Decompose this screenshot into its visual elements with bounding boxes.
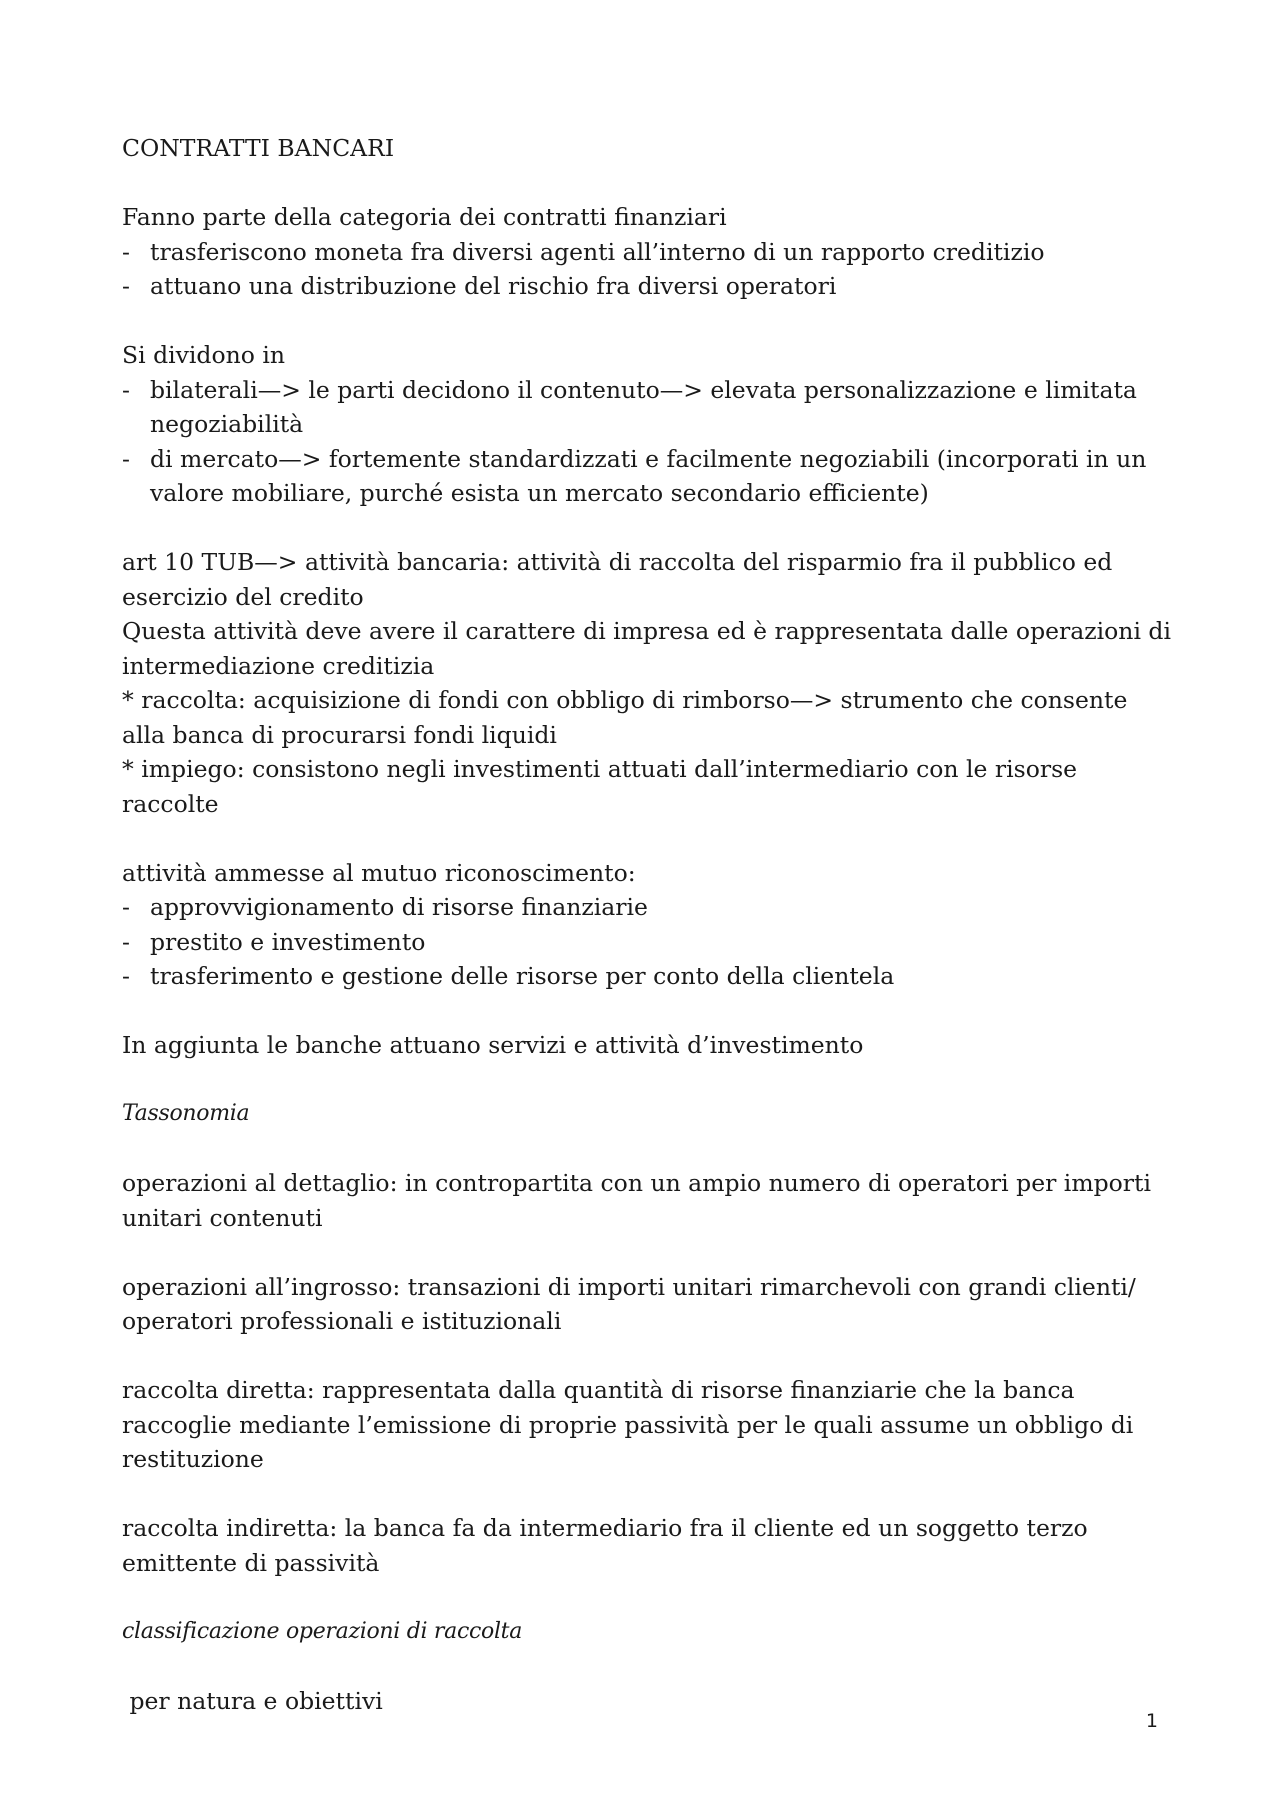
bullet-mark: - — [122, 444, 130, 473]
document-body — [122, 131, 1172, 1718]
list-item — [122, 959, 1172, 994]
tassonomia-heading: Tassonomia — [122, 1101, 250, 1126]
star-mark: * — [122, 686, 134, 714]
list-item — [122, 269, 1172, 304]
list-item-text: di mercato—> fortemente standardizzati e facilmente negoziabili (incorporati in un valore mobiliare, purché esista un mercato secondario efficiente) — [150, 444, 1147, 507]
intro-paragraph: Fanno parte della categoria dei contratti finanziari — [122, 203, 727, 231]
bullet-mark: - — [122, 375, 130, 404]
list-item — [122, 442, 1172, 511]
raccolta-diretta-paragraph: raccolta diretta: rappresentata dalla quantità di risorse finanziarie che la banca raccoglie mediante l’emissione di proprie passività per le quali assume un obbligo di restituzione — [122, 1376, 1134, 1473]
star-item-text: impiego: consistono negli investimenti attuati dall’intermediario con le risorse raccolte — [122, 755, 1078, 818]
classificazione-heading: classificazione operazioni di raccolta — [122, 1618, 523, 1644]
list-item-text: prestito e investimento — [150, 927, 426, 956]
aggiunta-paragraph: In aggiunta le banche attuano servizi e attività d’investimento — [122, 1031, 864, 1059]
ingrosso-paragraph: operazioni all’ingrosso: transazioni di importi unitari rimarchevoli con grandi clienti/ operatori professionali e istituzionali — [122, 1272, 1136, 1335]
list-item — [122, 373, 1172, 442]
page-number: 1 — [1145, 1710, 1158, 1732]
list-item-text: trasferiscono moneta fra diversi agenti all’interno di un rapporto creditizio — [150, 237, 1045, 266]
star-item-text: raccolta: acquisizione di fondi con obbligo di rimborso—> strumento che consente alla banca di procurarsi fondi liquidi — [122, 686, 1128, 749]
bullet-mark: - — [122, 272, 130, 300]
dettaglio-paragraph: operazioni al dettaglio: in contropartita con un ampio numero di operatori per importi unitari contenuti — [122, 1169, 1151, 1232]
bullet-mark: - — [122, 237, 130, 266]
list-item-text: bilaterali—> le parti decidono il contenuto—> elevata personalizzazione e limitata negoziabilità — [150, 375, 1137, 438]
list-item-text: attuano una distribuzione del rischio fra diversi operatori — [150, 272, 837, 300]
bullet-mark: - — [122, 927, 130, 956]
list-item-text: approvvigionamento di risorse finanziarie — [150, 893, 648, 921]
document-title: CONTRATTI BANCARI — [122, 134, 395, 162]
art10-paragraph: art 10 TUB—> attività bancaria: attività di raccolta del risparmio fra il pubblico ed esercizio del credito — [122, 548, 1113, 611]
natura-paragraph: per natura e obiettivi — [122, 1686, 383, 1715]
star-item — [122, 683, 1172, 752]
list-item — [122, 890, 1172, 925]
mutuo-heading: attività ammesse al mutuo riconoscimento: — [122, 858, 636, 887]
impresa-paragraph: Questa attività deve avere il carattere di impresa ed è rappresentata dalle operazioni di intermediazione creditizia — [122, 617, 1171, 680]
list-item-text: trasferimento e gestione delle risorse per conto della clientela — [150, 962, 895, 990]
list-item — [122, 235, 1172, 270]
star-mark: * — [122, 755, 134, 783]
bullet-mark: - — [122, 962, 130, 990]
divisions-heading: Si dividono in — [122, 341, 286, 369]
bullet-mark: - — [122, 893, 130, 921]
list-item — [122, 925, 1172, 960]
raccolta-indiretta-paragraph: raccolta indiretta: la banca fa da intermediario fra il cliente ed un soggetto terzo emittente di passività — [122, 1514, 1088, 1577]
star-item — [122, 752, 1172, 821]
